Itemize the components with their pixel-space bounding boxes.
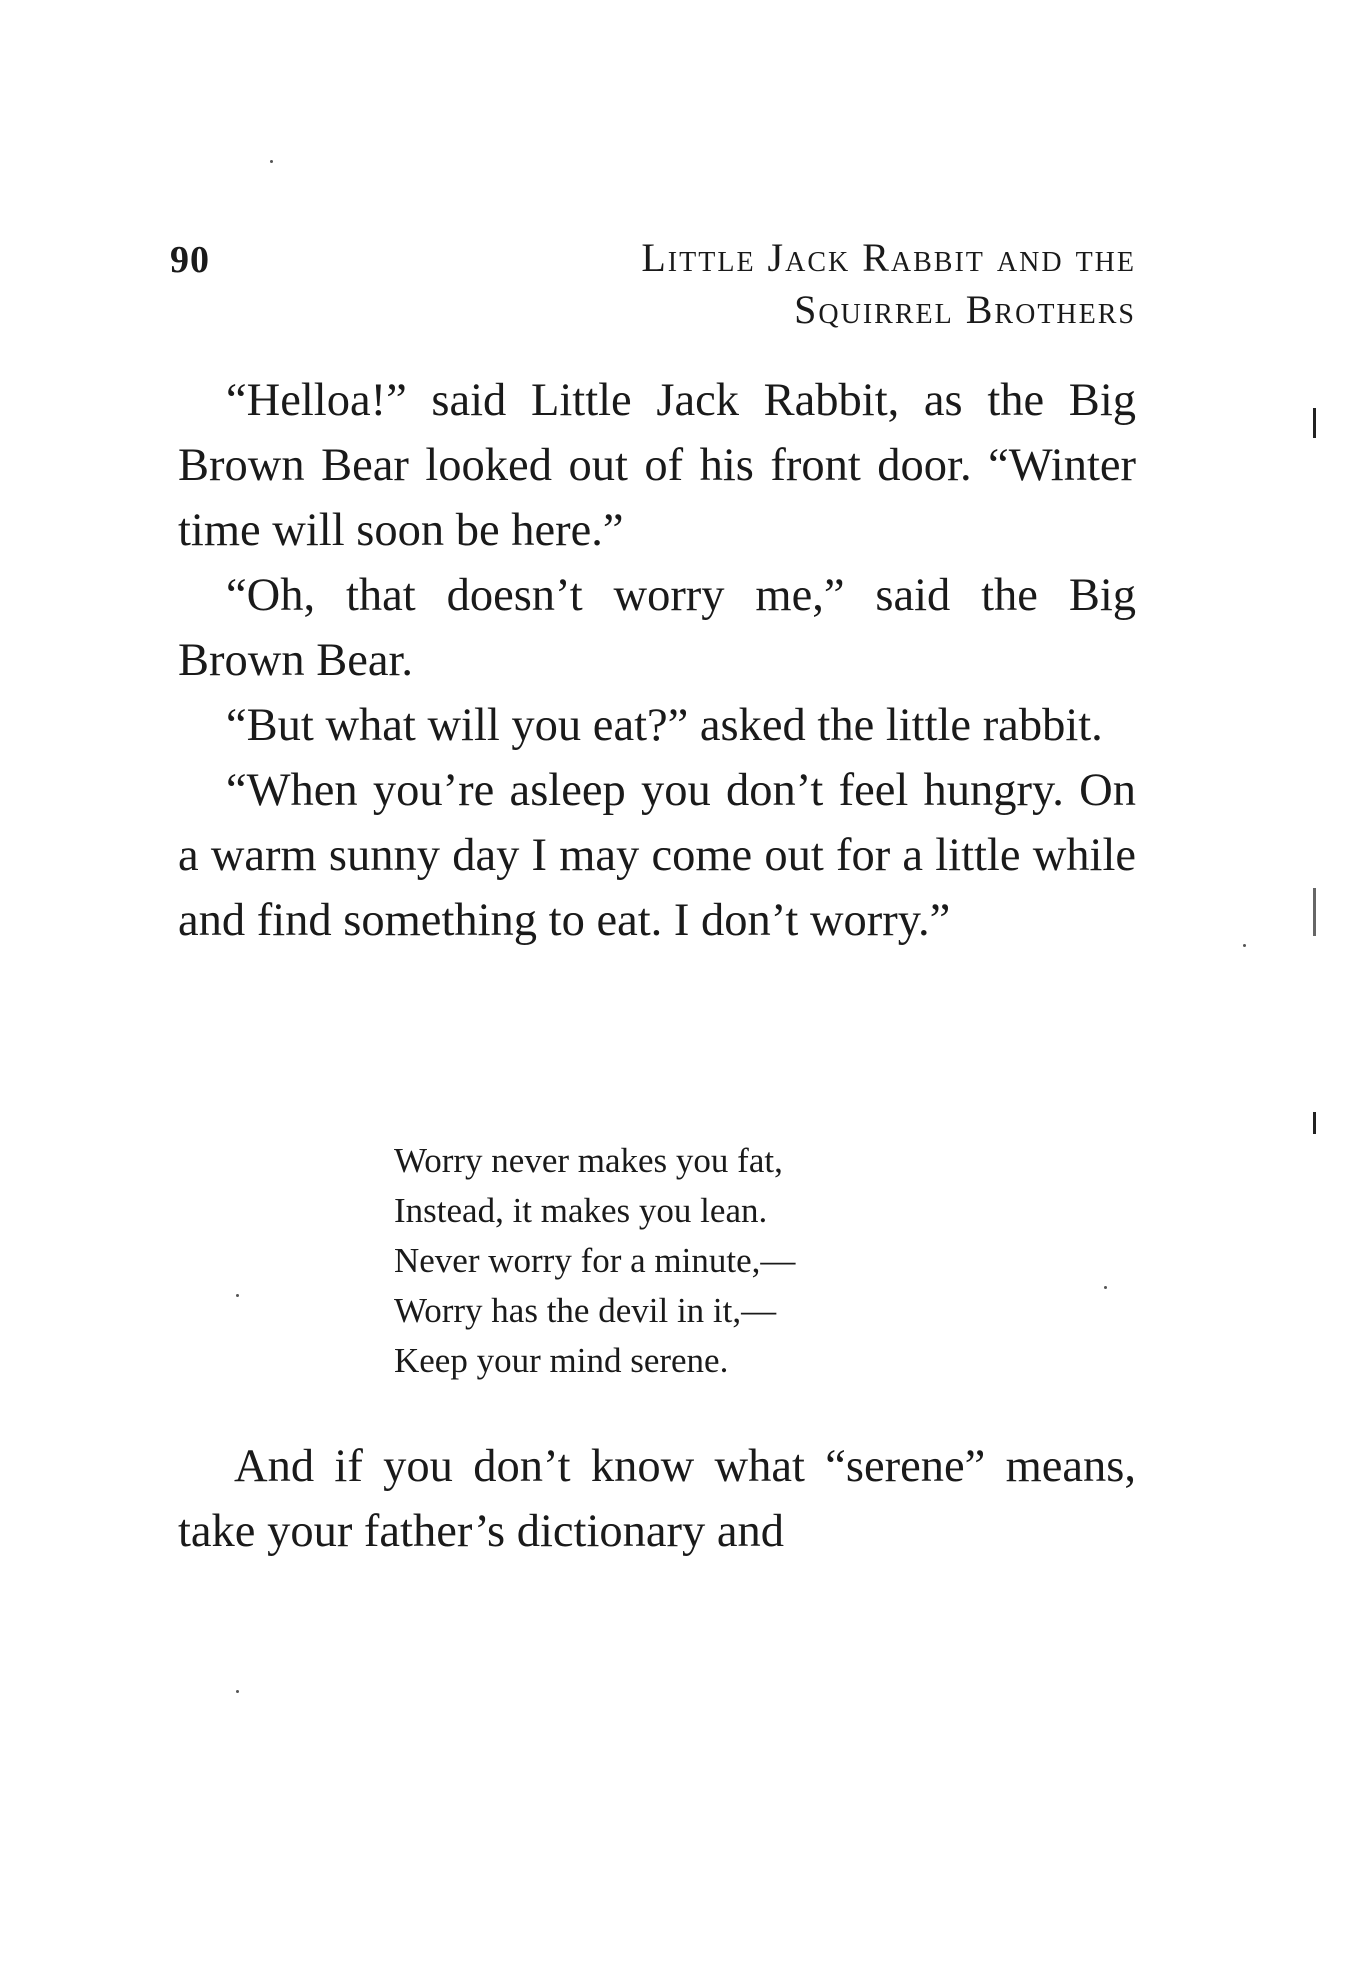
running-title-line-2: Squirrel Brothers	[794, 287, 1136, 332]
body-text	[178, 368, 1136, 953]
verse-line: Keep your mind serene.	[394, 1341, 729, 1380]
scan-speck	[236, 1294, 239, 1297]
running-title	[641, 232, 1136, 336]
paragraph: “Oh, that doesn’t worry me,” said the Big Brown Bear.	[178, 570, 1136, 686]
page-number: 90	[170, 239, 210, 281]
paragraph: And if you don’t know what “serene” means, take your father’s dictionary and	[178, 1441, 1136, 1557]
scan-speck	[1104, 1286, 1107, 1289]
verse-line: Worry never makes you fat,	[394, 1141, 783, 1180]
scan-speck	[270, 160, 273, 163]
verse	[394, 1136, 795, 1386]
paragraph: “When you’re asleep you don’t feel hungry. On a warm sunny day I may come out for a little while and find something to eat. I don’t worry.”	[178, 765, 1136, 946]
verse-line: Never worry for a minute,—	[394, 1241, 796, 1280]
running-title-line-1: Little Jack Rabbit and the	[641, 235, 1136, 280]
scan-speck	[236, 1690, 239, 1693]
paragraph: “But what will you eat?” asked the little rabbit.	[226, 700, 1103, 751]
paragraph: “Helloa!” said Little Jack Rabbit, as the Big Brown Bear looked out of his front door. “Winter time will soon be here.”	[178, 375, 1136, 556]
scan-mark	[1313, 888, 1316, 936]
scan-mark	[1313, 408, 1316, 438]
closing-text	[178, 1434, 1136, 1564]
scan-speck	[1243, 944, 1246, 947]
verse-line: Worry has the devil in it,—	[394, 1291, 777, 1330]
scan-mark	[1313, 1112, 1316, 1134]
verse-line: Instead, it makes you lean.	[394, 1191, 768, 1230]
page-header	[170, 232, 1136, 332]
